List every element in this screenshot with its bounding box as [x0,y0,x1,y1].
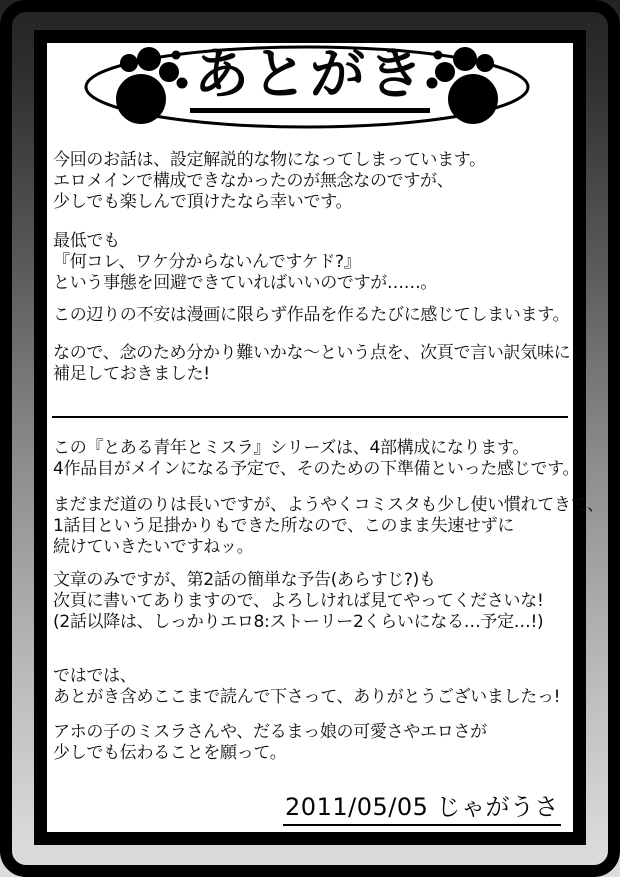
text-line: あとがき含めここまで読んで下さって、ありがとうございましたっ! [53,687,561,707]
afterword-page [34,30,604,845]
date-signature: 2011/05/05 じゃがうさ [283,787,561,826]
text-line: まだまだ道のりは長いですが、ようやくコミスタも少し使い慣れてきて、 [53,495,604,515]
paw-print-icon-right [427,47,499,124]
paw-print-icon-left [116,47,188,124]
paragraph-progress [53,495,604,558]
title-banner [80,43,540,135]
paragraph-thanks [53,666,571,708]
paragraph-worry [53,231,571,294]
text-line: 続けていきたいですねッ。 [53,537,254,557]
text-line: この辺りの不安は漫画に限らず作品を作るたびに感じてしまいます。 [53,305,570,325]
section-divider [52,416,568,418]
text-line: この『とある青年とミスラ』シリーズは、4部構成になります。 [53,438,529,458]
text-line: 1話目という足掛かりもできた所なので、このまま失速せずに [53,516,515,536]
text-line: アホの子のミスラさんや、だるまっ娘の可愛さやエロさが [53,722,487,742]
text-line: ではでは、 [53,666,137,686]
text-line: (2話以降は、しっかりエロ8:ストーリー2くらいになる…予定…!) [53,612,544,632]
paragraph-supplement [53,343,571,385]
page-title: あとがき [190,45,430,113]
text-line: 少しでも楽しんで頂けたなら幸いです。 [53,192,353,212]
text-line: なので、念のため分かり難いかな～という点を、次頁で言い訳気味に [53,343,571,363]
paragraph-preview [53,570,571,633]
text-line: 今回のお話は、設定解説的な物になってしまっています。 [53,150,486,170]
paragraph-anxiety [53,305,571,326]
paragraph-closing-wish [53,722,571,764]
text-line: という事態を回避できていればいいのですが……。 [53,273,438,293]
text-line: 文章のみですが、第2話の簡単な予告(あらすじ?)も [53,570,436,590]
text-line: 最低でも [53,231,120,251]
text-line: エロメインで構成できなかったのが無念なのですが、 [53,171,454,191]
text-line: 補足しておきました! [53,364,210,384]
text-line: 次頁に書いてありますので、よろしければ見てやってくださいな! [53,591,544,611]
paragraph-series-plan [53,438,580,480]
text-line: 少しでも伝わることを願って。 [53,743,287,763]
paragraph-intro [53,150,571,213]
text-line: 『何コレ、ワケ分からないんですケド?』 [53,252,361,272]
text-line: 4作品目がメインになる予定で、そのための下準備といった感じです。 [53,459,580,479]
